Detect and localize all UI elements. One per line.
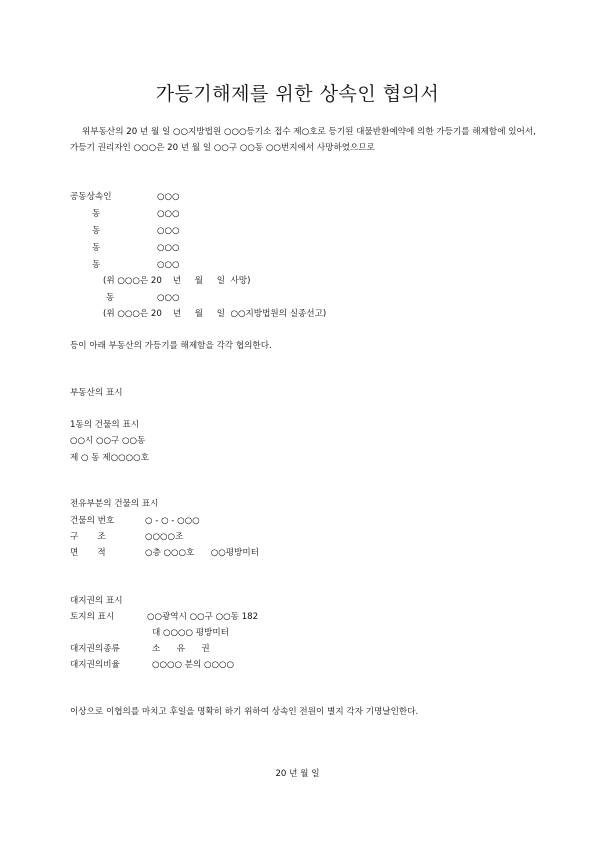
building-number: 제 ○ 동 제○○○○호 — [70, 453, 149, 463]
heir-label: 동 — [92, 209, 101, 219]
unit-row-value: ○ - ○ - ○○○ — [145, 516, 200, 526]
land-row-label: 토지의 표시 — [70, 612, 115, 622]
unit-row-value: ○○○○조 — [145, 532, 184, 542]
land-row-label: 대지권의종류 — [70, 644, 120, 654]
heir-label: 동 — [92, 243, 101, 253]
unit-row-label: 구 조 — [70, 532, 106, 542]
property-heading: 부동산의 표시 — [70, 388, 123, 398]
land-row-value: 대 ○○○○ 평방미터 — [152, 628, 229, 638]
land-row-value: 소 유 권 — [152, 644, 210, 654]
heir-name: ○○○ — [157, 243, 180, 253]
unit-row-value: ○층 ○○○호 ○○평방미터 — [145, 548, 259, 558]
heir-death-note: (위 ○○○은 20 년 월 일 사망) — [103, 276, 251, 286]
document-title: 가등기해제를 위한 상속인 협의서 — [155, 83, 440, 105]
unit-row-label: 면 적 — [70, 548, 106, 558]
signature-date: 20 년 월 일 — [275, 769, 320, 779]
heir-label: 동 — [92, 226, 101, 236]
land-heading: 대지권의 표시 — [70, 596, 123, 606]
heir-name: ○○○ — [157, 260, 180, 270]
building-heading: 1동의 건물의 표시 — [70, 420, 140, 430]
land-row-value: ○○광역시 ○○구 ○○동 182 — [147, 612, 259, 622]
unit-heading: 전유부분의 건물의 표시 — [70, 499, 159, 509]
heir-missing-note: (위 ○○○은 20 년 월 일 ○○지방법원의 실종선고) — [103, 309, 327, 319]
closing-sentence: 이상으로 이협의를 마치고 후일을 명확히 하기 위하여 상속인 전원이 별지 각자 기명날인한다. — [70, 707, 419, 717]
heir-label: 동 — [92, 260, 101, 270]
heir-name: ○○○ — [157, 226, 180, 236]
heir-name: ○○○ — [157, 293, 180, 303]
heir-name: ○○○ — [157, 209, 180, 219]
land-row-label: 대지권의비율 — [70, 660, 120, 670]
unit-row-label: 건물의 번호 — [70, 516, 115, 526]
heirs-label: 공동상속인 — [70, 192, 112, 202]
agreement-sentence: 등이 아래 부동산의 가등기를 해제함을 각각 협의한다. — [70, 341, 272, 351]
heir-label: 동 — [106, 293, 115, 303]
heir-name: ○○○ — [157, 192, 180, 202]
intro-paragraph: 위부동산의 20 년 월 일 ○○지방법원 ○○○등기소 접수 제○호로 등기된 대물반환예약에 의한 가등기를 해제함에 있어서, 가등기 권리자인 ○○○은 20 년 월 일 ○○구 ○○동 ○○번지에서 사망하였으므로 — [70, 127, 536, 153]
building-address: ○○시 ○○구 ○○동 — [70, 436, 146, 446]
land-row-value: ○○○○ 분의 ○○○○ — [152, 660, 235, 670]
